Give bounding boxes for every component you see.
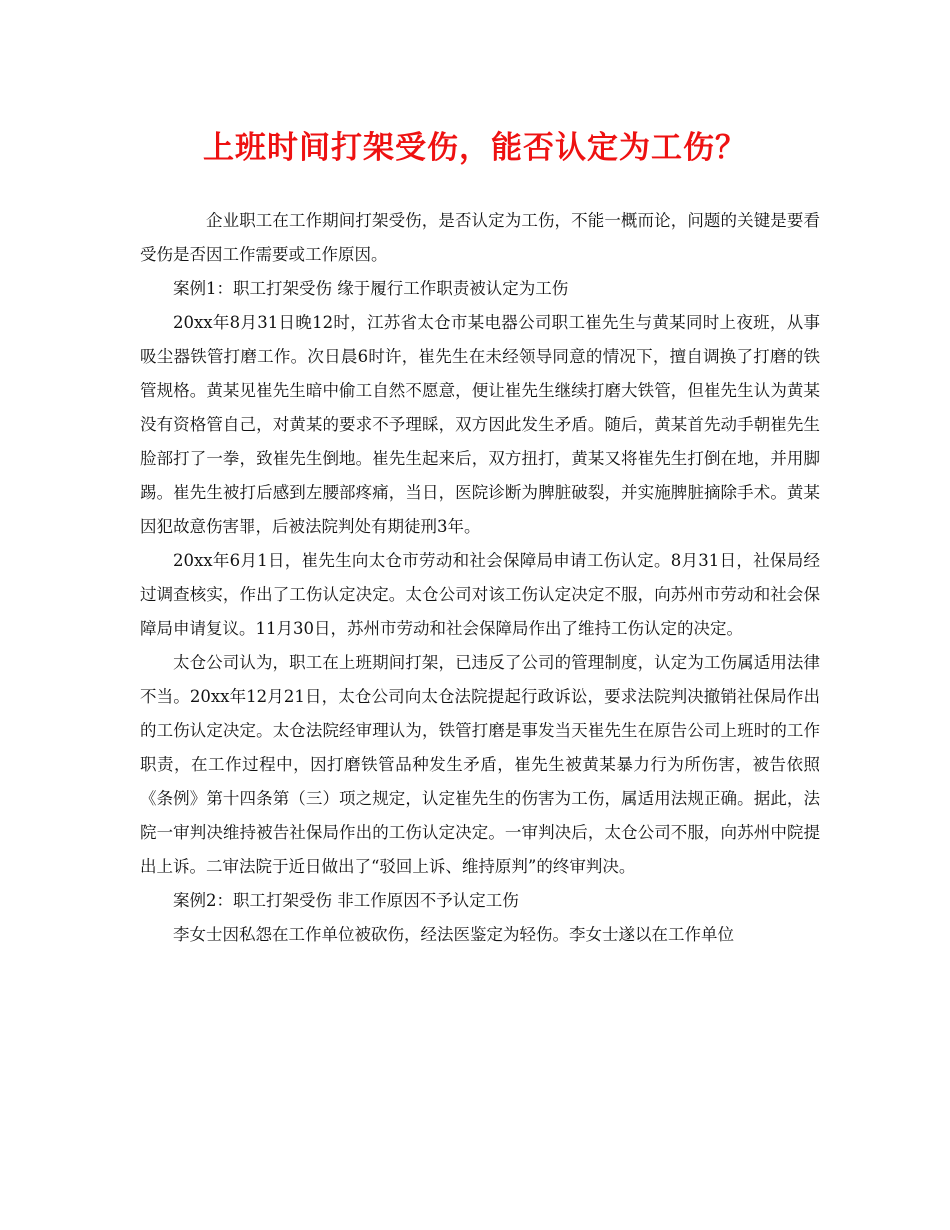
- case-2-heading: 案例2：职工打架受伤 非工作原因不予认定工伤: [173, 891, 519, 910]
- paragraph-intro: 企业职工在工作期间打架受伤，是否认定为工伤，不能一概而论，问题的关键是要看受伤是否因工作需要或工作原因。: [140, 211, 820, 264]
- paragraph-case-1-facts: 20xx年8月31日晚12时，江苏省太仓市某电器公司职工崔先生与黄某同时上夜班，从事吸尘器铁管打磨工作。次日晨6时许，崔先生在未经领导同意的情况下，擅自调换了打磨的铁管规格。黄某见崔先生暗中偷工自然不愿意，便让崔先生继续打磨大铁管，但崔先生认为黄某没有资格管自己，对黄某的要求不予理睬，双方因此发生矛盾。随后，黄某首先动手朝崔先生脸部打了一拳，致崔先生倒地。崔先生起来后，双方扭打，黄某又将崔先生打倒在地，并用脚踢。崔先生被打后感到左腰部疼痛，当日，医院诊断为脾脏破裂，并实施脾脏摘除手术。黄某因犯故意伤害罪，后被法院判处有期徒刑3年。: [140, 313, 820, 536]
- case-1-heading: 案例1：职工打架受伤 缘于履行工作职责被认定为工伤: [173, 279, 569, 298]
- paragraph-case-1-litigation: 太仓公司认为，职工在上班期间打架，已违反了公司的管理制度，认定为工伤属适用法律不当。20xx年12月21日，太仓公司向太仓法院提起行政诉讼，要求法院判决撤销社保局作出的工伤认定决定。太仓法院经审理认为，铁管打磨是事发当天崔先生在原告公司上班时的工作职责，在工作过程中，因打磨铁管品种发生矛盾，崔先生被黄某暴力行为所伤害，被告依照《条例》第十四条第（三）项之规定，认定崔先生的伤害为工伤，属适用法规正确。据此，法院一审判决维持被告社保局作出的工伤认定决定。一审判决后，太仓公司不服，向苏州中院提出上诉。二审法院于近日做出了“驳回上诉、维持原判”的终审判决。: [140, 653, 820, 876]
- paragraph-case-2-facts: 李女士因私怨在工作单位被砍伤，经法医鉴定为轻伤。李女士遂以在工作单位: [173, 925, 734, 944]
- page-title: 上班时间打架受伤，能否认定为工伤？: [203, 130, 747, 166]
- paragraph-case-1-application: 20xx年6月1日，崔先生向太仓市劳动和社会保障局申请工伤认定。8月31日，社保局经过调查核实，作出了工伤认定决定。太仓公司对该工伤认定决定不服，向苏州市劳动和社会保障局申请复议。11月30日，苏州市劳动和社会保障局作出了维持工伤认定的决定。: [140, 551, 820, 638]
- article-body: [140, 204, 820, 952]
